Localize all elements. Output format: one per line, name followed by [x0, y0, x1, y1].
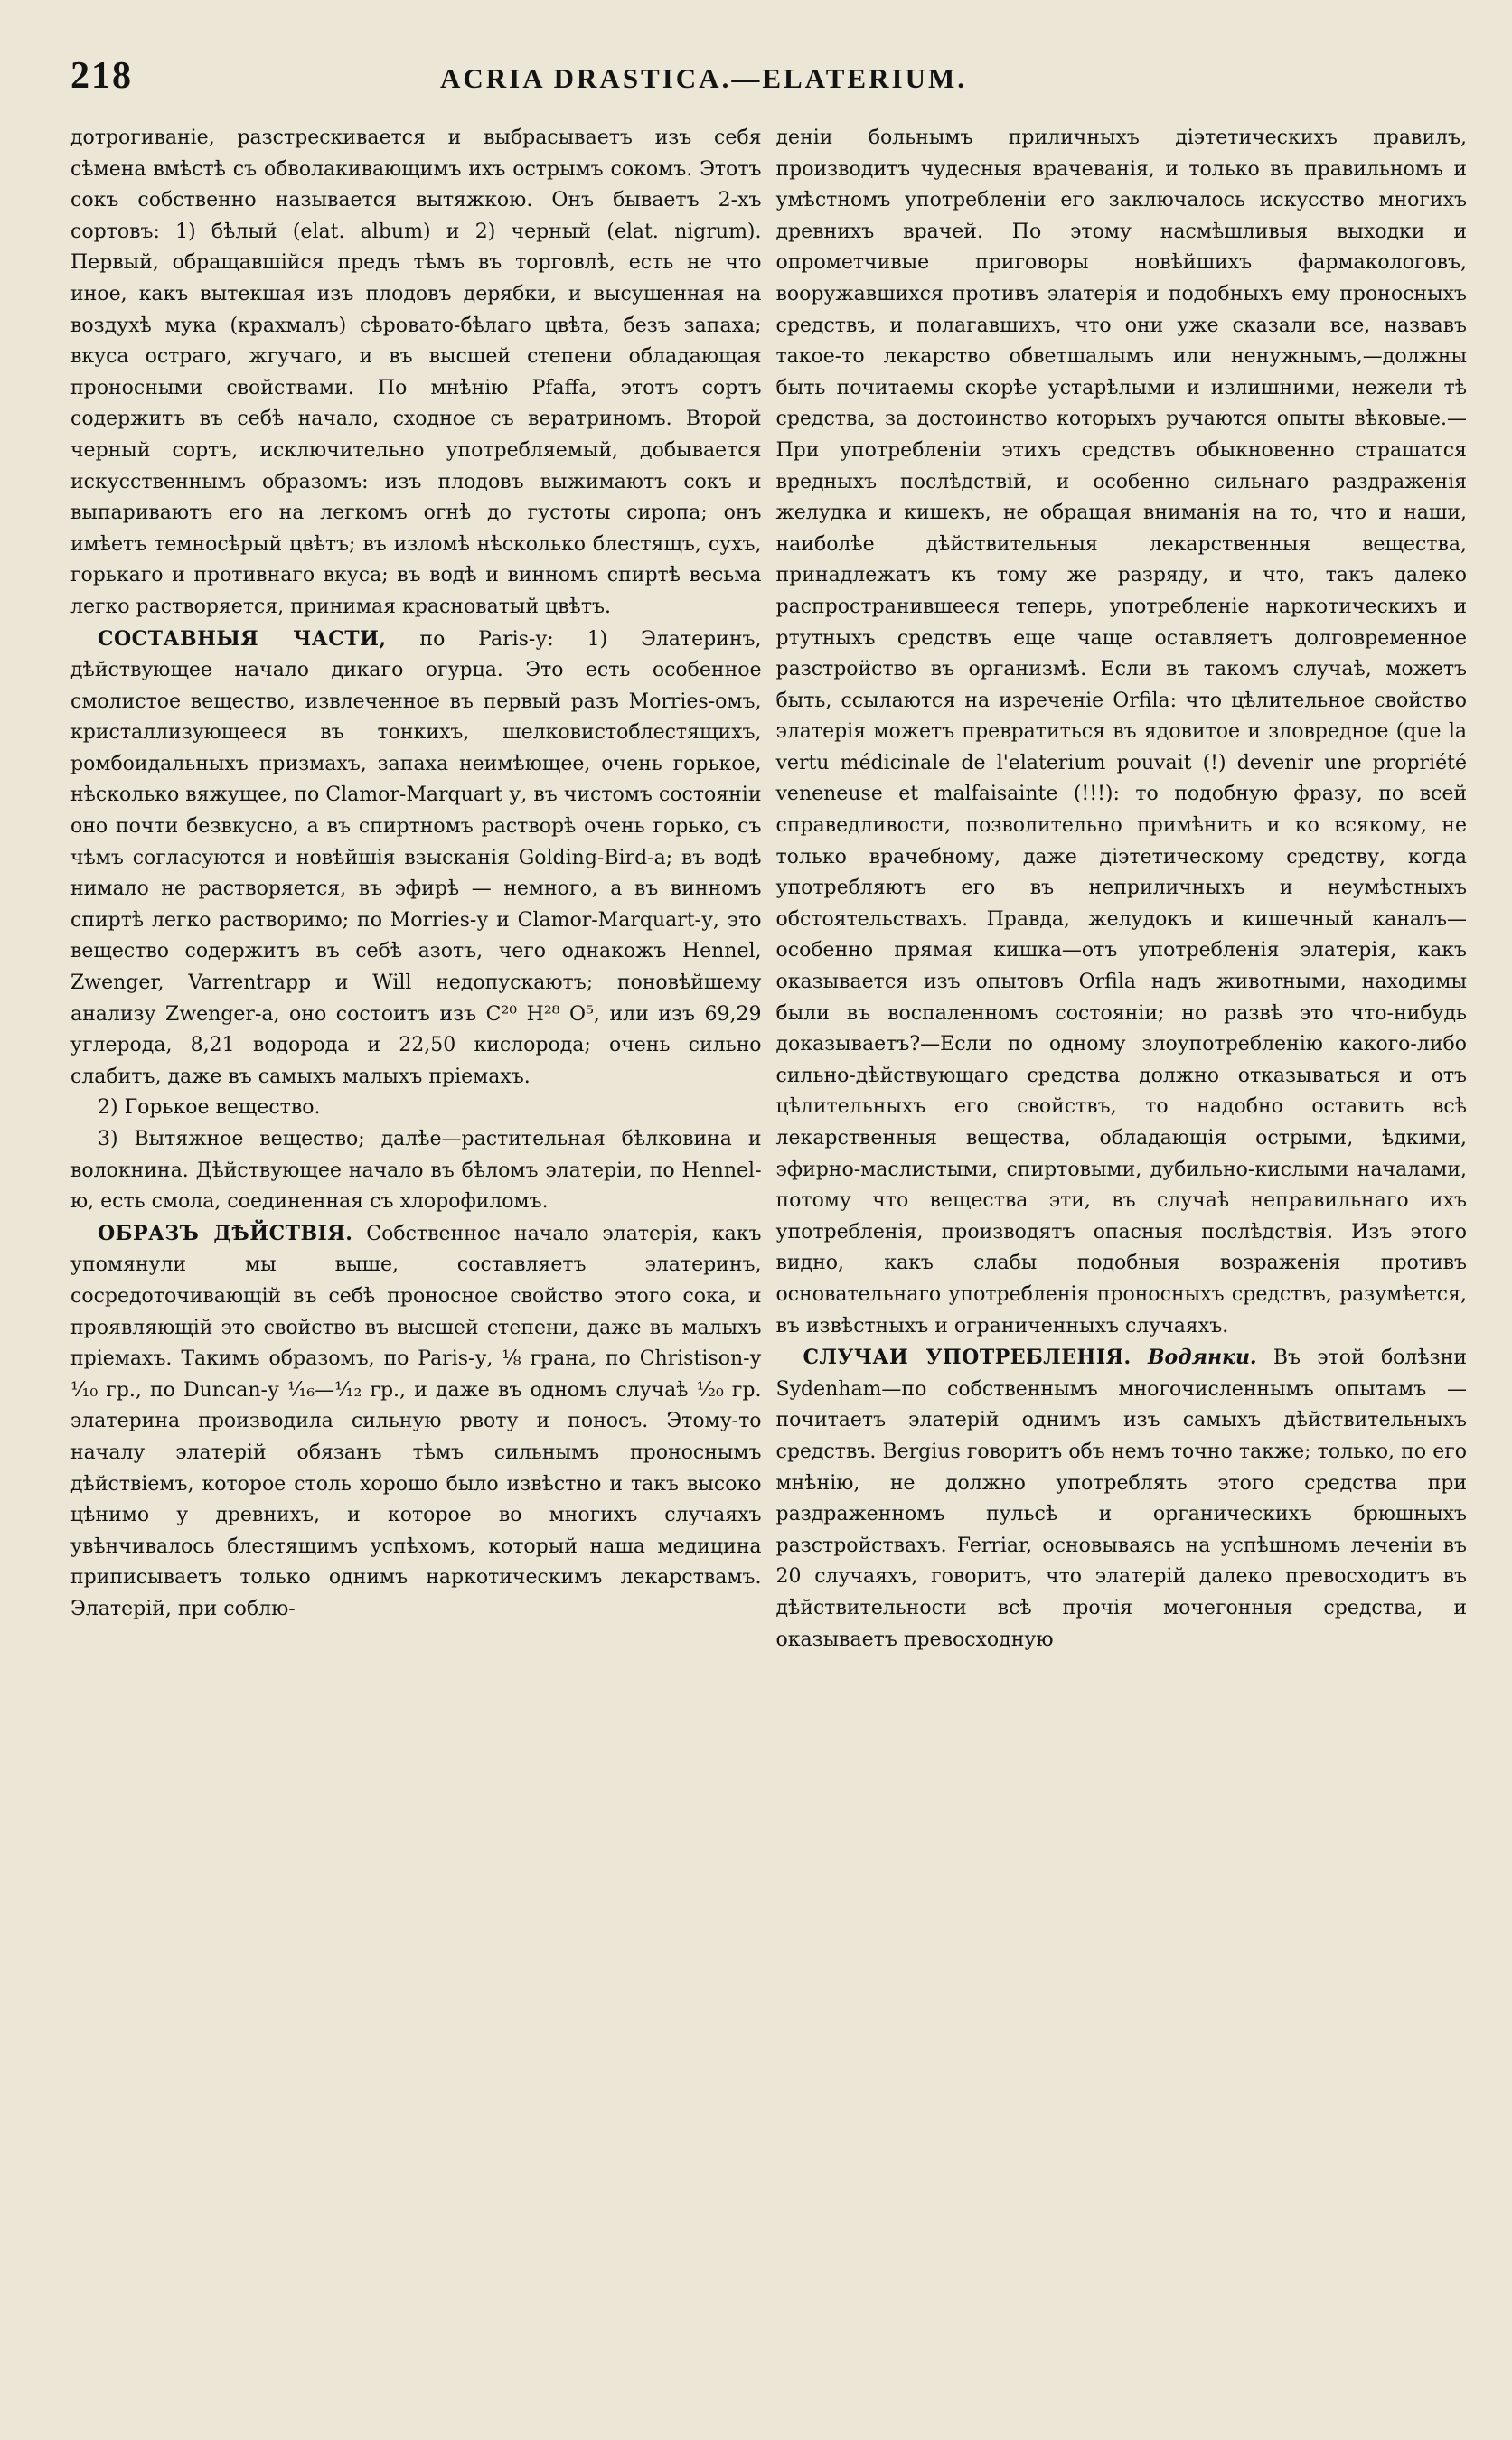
subsection-heading: Водянки. — [1147, 1346, 1257, 1370]
right-column — [769, 123, 1468, 1656]
paragraph — [70, 1218, 762, 1626]
paragraph: дотрогиваніе, разстрескивается и выбрасываетъ изъ себя сѣмена вмѣстѣ съ обволакивающимъ ихъ острымъ сокомъ. Этотъ сокъ собственно называется вытяжкою. Онъ бываетъ 2-хъ сортовъ: 1) бѣлый (elat. album) и 2) черный (elat. nigrum). Первый, обращавшійся предъ тѣмъ въ торговлѣ, есть не что иное, какъ вытекшая изъ плодовъ дерябки, и высушенная на воздухѣ мука (крахмалъ) сѣровато-бѣлаго цвѣта, безъ запаха; вкуса остраго, жгучаго, и въ высшей степени обладающая проносными свойствами. По мнѣнію Pfaffa, этотъ сортъ содержитъ въ себѣ начало, сходное съ вератриномъ. Второй черный сортъ, исключительно употребляемый, добывается искусственнымъ образомъ: изъ плодовъ выжимаютъ сокъ и выпариваютъ его на легкомъ огнѣ до густоты сиропа; онъ имѣетъ темносѣрый цвѣтъ; въ изломѣ нѣсколько блестящъ, сухъ, горькаго и противнаго вкуса; въ водѣ и винномъ спиртѣ весьма легко растворяется, принимая красноватый цвѣтъ. — [70, 127, 762, 618]
paragraph: 3) Вытяжное вещество; далѣе—растительная бѣлковина и волокнина. Дѣйствующее начало въ бѣломъ элатеріи, по Hennel-ю, есть смола, соединенная съ хлорофиломъ. — [70, 1128, 762, 1214]
page-number: 218 — [70, 55, 133, 97]
paragraph-text: по Paris-у: 1) Элатеринъ, дѣйствующее начало дикаго огурца. Это есть особенное смолистое вещество, извлеченное въ первый разъ Morries-омъ, кристаллизующееся въ тонкихъ, шелковистоблестящихъ, ромбоидальныхъ призмахъ, запаха неимѣющее, очень горькое, нѣсколько вяжущее, по Clamor-Marquart у, въ чистомъ состояніи оно почти безвкусно, а въ спиртномъ растворѣ очень горько, съ чѣмъ согласуются и новѣйшія взысканія Golding-Bird-а; въ водѣ нимало не растворяется, въ эфирѣ — немного, а въ винномъ спиртѣ легко растворимо; по Morries-у и Clamor-Marquart-у, это вещество содержитъ въ себѣ азотъ, чего однакожъ Hennel, Zwenger, Varrentrapp и Will недопускаютъ; поновѣйшему анализу Zwenger-а, оно состоитъ изъ C²⁰ H²⁸ O⁵, или изъ 69,29 углерода, 8,21 водорода и 22,50 кислорода; очень сильно слабитъ, даже въ самыхъ малыхъ пріемахъ. — [70, 627, 762, 1088]
text-columns — [70, 123, 1467, 1656]
paragraph: 2) Горькое вещество. — [98, 1096, 321, 1120]
paragraph — [70, 624, 762, 1093]
running-head: ACRIA DRASTICA.—ELATERIUM. — [440, 62, 967, 94]
section-heading: ОБРАЗЪ ДѢЙСТВІЯ. — [98, 1221, 353, 1245]
paragraph-text: Собственное начало элатерія, какъ упомянули мы выше, составляетъ элатеринъ, сосредоточивающій въ себѣ проносное свойство этого сока, и проявляющій это свойство въ высшей степени, даже въ малыхъ пріемахъ. Такимъ образомъ, по Paris-у, ⅛ грана, по Christison-у ¹⁄₁₀ гр., по Duncan-у ¹⁄₁₆—¹⁄₁₂ гр., и даже въ одномъ случаѣ ¹⁄₂₀ гр. элатерина производила сильную рвоту и поносъ. Этому-то началу элатерій обязанъ тѣмъ сильнымъ проноснымъ дѣйствіемъ, которое столь хорошо было извѣстно и такъ высоко цѣнимо у древнихъ, и которое во многихъ случаяхъ увѣнчивалось блестящимъ успѣхомъ, который наша медицина приписываетъ только однимъ наркотическимъ лекарствамъ. Элатерій, при соблю- — [70, 1222, 762, 1620]
section-heading: СЛУЧАИ УПОТРЕБЛЕНІЯ. — [803, 1346, 1132, 1370]
left-column — [70, 123, 769, 1656]
page-header — [70, 54, 1467, 117]
section-heading: СОСТАВНЫЯ ЧАСТИ, — [98, 626, 387, 651]
paragraph — [776, 1342, 1468, 1656]
paragraph: деніи больнымъ приличныхъ діэтетическихъ правилъ, производитъ чудесныя врачеванія, и только въ правильномъ и умѣстномъ употребленіи его заключалось искусство многихъ древнихъ врачей. По этому насмѣшливыя выходки и опрометчивые приговоры новѣйшихъ фармакологовъ, вооружавшихся противъ элатерія и подобныхъ ему проносныхъ средствъ, и полагавшихъ, что они уже сказали все, назвавъ такое-то лекарство обветшалымъ или ненужнымъ,—должны быть почитаемы скорѣе устарѣлыми и излишними, нежели тѣ средства, за достоинство которыхъ ручаются опыты вѣковые.— При употребленіи этихъ средствъ обыкновенно страшатся вредныхъ послѣдствій, и особенно сильнаго раздраженія желудка и кишекъ, не обращая вниманія на то, что и наши, наиболѣе дѣйствительныя лекарственныя вещества, принадлежатъ къ тому же разряду, и что, такъ далеко распространившееся теперь, употребленіе наркотическихъ и ртутныхъ средствъ еще чаще оставляетъ долговременное разстройство въ организмѣ. Если въ такомъ случаѣ, можетъ быть, ссылаются на изреченіе Orfila: что цѣлительное свойство элатерія можетъ превратиться въ ядовитое и зловредное (que la vertu médicinale de l'elaterium pouvait (!) devenir une propriété veneneuse et malfaisainte (!!!): то подобную фразу, по всей справедливости, позволительно примѣнить и ко всякому, не только врачебному, даже діэтетическому средству, когда употребляютъ его въ неприличныхъ и неумѣстныхъ обстоятельствахъ. Правда, желудокъ и кишечный каналъ—особенно прямая кишка—отъ употребленія элатерія, какъ оказывается изъ опытовъ Orfila надъ животными, находимы были въ воспаленномъ состояніи; но развѣ это что-нибудь доказываетъ?—Если по одному злоупотребленію какого-либо сильно-дѣйствующаго средства должно отказываться и отъ цѣлительныхъ его свойствъ, то надобно оставить всѣ лекарственныя вещества, обладающія острыми, ѣдкими, эфирно-маслистыми, спиртовыми, дубильно-кислыми началами, потому что вещества эти, въ случаѣ неправильнаго ихъ употребленія, производятъ опасныя послѣдствія. Изъ этого видно, какъ слабы подобныя возраженія противъ основательнаго употребленія проносныхъ средствъ, разумѣется, въ извѣстныхъ и ограниченныхъ случаяхъ. — [775, 127, 1467, 1337]
paragraph-text: Въ этой болѣзни Sydenham—по собственнымъ многочисленнымъ опытамъ — почитаетъ элатерій однимъ изъ самыхъ дѣйствительныхъ средствъ. Bergius говоритъ объ немъ точно также; только, по его мнѣнію, не должно употреблять этого средства при раздраженномъ пульсѣ и органическихъ брюшныхъ разстройствахъ. Ferriar, основываясь на успѣшномъ леченіи въ 20 случаяхъ, говоритъ, что элатерій далеко превосходитъ въ дѣйствительности всѣ прочія мочегонныя средства, и оказываетъ превосходную — [775, 1347, 1467, 1651]
